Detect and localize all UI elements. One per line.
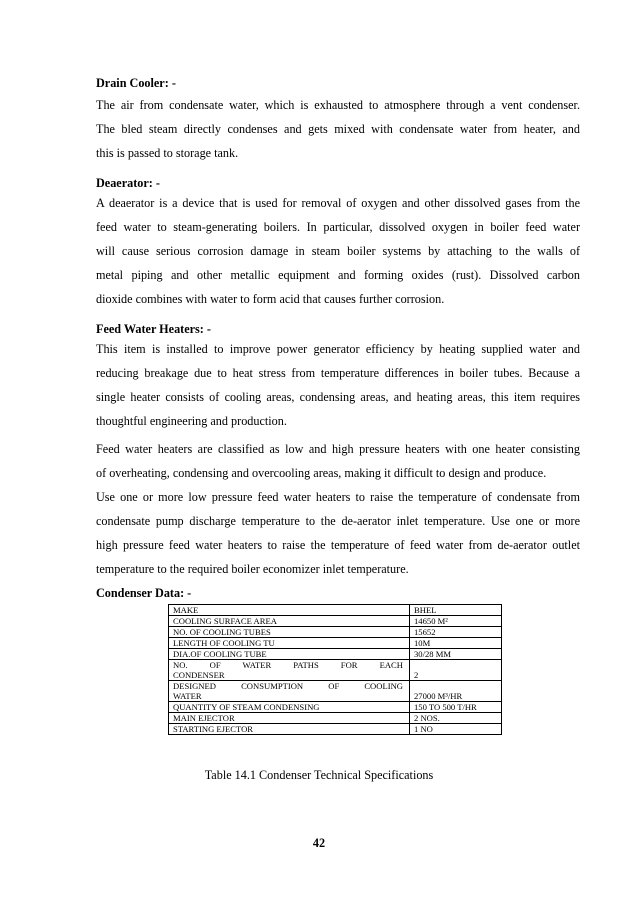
spec-label-line: CONDENSER xyxy=(173,670,225,680)
table-row xyxy=(169,638,502,649)
spec-label: MAKE xyxy=(169,605,410,616)
spec-label: MAIN EJECTOR xyxy=(169,713,410,724)
feed-water-line: This item is installed to improve power generator efficiency by heating supplied water and xyxy=(96,342,580,356)
spec-label xyxy=(169,660,410,681)
spec-label: NO. OF COOLING TUBES xyxy=(169,627,410,638)
feed-water-heaters-heading: Feed Water Heaters: - xyxy=(96,322,211,336)
spec-label-line: NO. OF WATER PATHS FOR EACH xyxy=(173,660,403,670)
feed-water-line: thoughtful engineering and production. xyxy=(96,414,287,428)
condenser-data-heading: Condenser Data: - xyxy=(96,586,192,600)
spec-value: 1 NO xyxy=(410,724,502,735)
feed-water-line: condensate pump discharge temperature to the de-aerator inlet temperature. Use one or more xyxy=(96,514,580,528)
drain-cooler-line: The air from condensate water, which is exhausted to atmosphere through a vent condenser. xyxy=(96,98,580,112)
deaerator-line: feed water to steam-generating boilers. In particular, dissolved oxygen in boiler feed water xyxy=(96,220,580,234)
spec-label-line: WATER xyxy=(173,691,202,701)
drain-cooler-line: The bled steam directly condenses and gets mixed with condensate water from heater, and xyxy=(96,122,580,136)
deaerator-heading: Deaerator: - xyxy=(96,176,160,190)
spec-value: 10M xyxy=(410,638,502,649)
spec-label xyxy=(169,681,410,702)
spec-label: COOLING SURFACE AREA xyxy=(169,616,410,627)
spec-label: STARTING EJECTOR xyxy=(169,724,410,735)
feed-water-line: high pressure feed water heaters to raise the temperature of feed water from de-aerator outlet xyxy=(96,538,580,552)
spec-value: 15652 xyxy=(410,627,502,638)
table-row xyxy=(169,660,502,681)
table-row xyxy=(169,616,502,627)
table-row xyxy=(169,681,502,702)
spec-value: 2 NOS. xyxy=(410,713,502,724)
spec-value: 14650 M² xyxy=(410,616,502,627)
spec-label: QUANTITY OF STEAM CONDENSING xyxy=(169,702,410,713)
table-row xyxy=(169,713,502,724)
table-row xyxy=(169,627,502,638)
feed-water-line: single heater consists of cooling areas, condensing areas, and heating areas, this item requires xyxy=(96,390,580,404)
spec-value: BHEL xyxy=(410,605,502,616)
table-row xyxy=(169,702,502,713)
spec-label: DIA.OF COOLING TUBE xyxy=(169,649,410,660)
deaerator-line: A deaerator is a device that is used for removal of oxygen and other dissolved gases from the xyxy=(96,196,580,210)
feed-water-line: reducing breakage due to heat stress from temperature differences in boiler tubes. Because a xyxy=(96,366,580,380)
feed-water-line: Feed water heaters are classified as low and high pressure heaters with one heater consisting xyxy=(96,442,580,456)
deaerator-line: metal piping and other metallic equipment and forming oxides (rust). Dissolved carbon xyxy=(96,268,580,282)
table-caption: Table 14.1 Condenser Technical Specifications xyxy=(204,768,434,782)
spec-label-line: DESIGNED CONSUMPTION OF COOLING xyxy=(173,681,403,691)
feed-water-line: temperature to the required boiler economizer inlet temperature. xyxy=(96,562,409,576)
condenser-spec-table xyxy=(168,604,502,735)
deaerator-line: dioxide combines with water to form acid that causes further corrosion. xyxy=(96,292,445,306)
drain-cooler-heading: Drain Cooler: - xyxy=(96,76,176,90)
drain-cooler-line: this is passed to storage tank. xyxy=(96,146,239,160)
table-row xyxy=(169,605,502,616)
feed-water-line: Use one or more low pressure feed water heaters to raise the temperature of condensate from xyxy=(96,490,580,504)
table-row xyxy=(169,724,502,735)
page-number: 42 xyxy=(312,836,326,850)
feed-water-line: of overheating, condensing and overcooling areas, making it difficult to design and produce. xyxy=(96,466,547,480)
spec-value: 27000 M³/HR xyxy=(410,681,502,702)
table-row xyxy=(169,649,502,660)
spec-value: 30/28 MM xyxy=(410,649,502,660)
spec-label: LENGTH OF COOLING TU xyxy=(169,638,410,649)
spec-value: 150 TO 500 T/HR xyxy=(410,702,502,713)
deaerator-line: will cause serious corrosion damage in steam boiler systems by attaching to the walls of xyxy=(96,244,580,258)
spec-value: 2 xyxy=(410,660,502,681)
